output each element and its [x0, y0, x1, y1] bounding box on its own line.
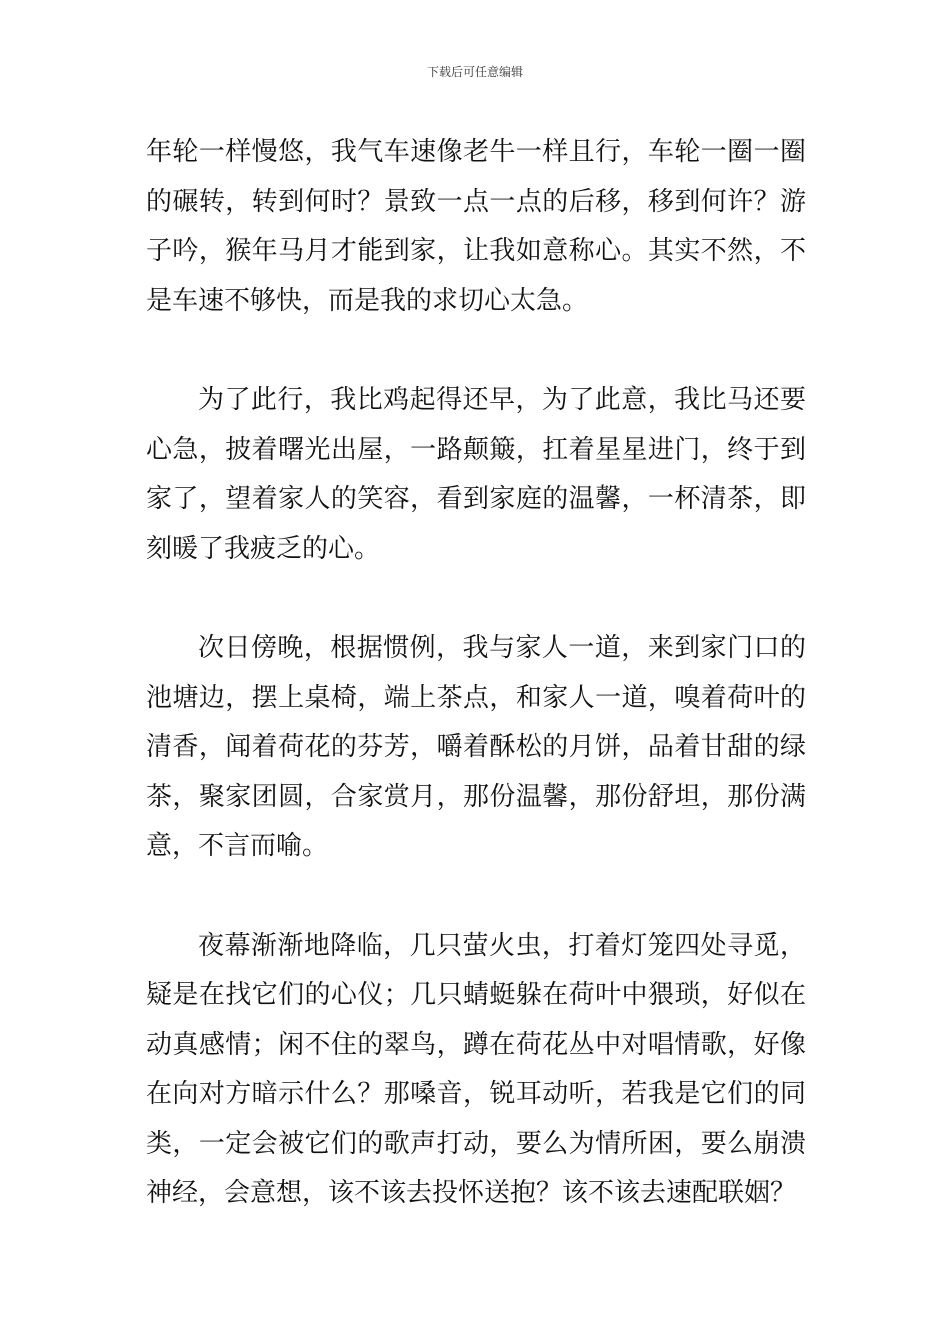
paragraph-continued: 年轮一样慢悠，我气车速像老牛一样且行，车轮一圈一圈的碾转，转到何时？景致一点一点的后移，移到何许？游子吟，猴年马月才能到家，让我如意称心。其实不然，不是车速不够快，而是我的求切心太急。 — [146, 137, 806, 316]
paragraph: 次日傍晚，根据惯例，我与家人一道，来到家门口的池塘边，摆上桌椅，端上茶点，和家人一道，嗅着荷叶的清香，闻着荷花的芬芳，嚼着酥松的月饼，品着甘甜的绿茶，聚家团圆，合家赏月，那份温馨，那份舒坦，那份满意，不言而喻。 — [146, 633, 806, 861]
paragraph-spacer — [146, 574, 806, 624]
page-header: 下载后可任意编辑 — [426, 65, 523, 79]
paragraph: 为了此行，我比鸡起得还早，为了此意，我比马还要心急，披着曙光出屋，一路颠簸，扛着星星进门，终于到家了，望着家人的笑容，看到家庭的温馨，一杯清茶，即刻暖了我疲乏的心。 — [146, 385, 806, 564]
paragraph-spacer — [146, 326, 806, 376]
document-body — [146, 128, 806, 1219]
paragraph: 夜幕渐渐地降临，几只萤火虫，打着灯笼四处寻觅，疑是在找它们的心仪；几只蜻蜓躲在荷叶中猥琐，好似在动真感情；闲不住的翠鸟，蹲在荷花丛中对唱情歌，好像在向对方暗示什么？那嗓音，锐耳动听，若我是它们的同类，一定会被它们的歌声打动，要么为情所困，要么崩溃神经，会意想，该不该去投怀送抱？该不该去速配联姻？ — [146, 930, 806, 1208]
paragraph-spacer — [146, 872, 806, 922]
